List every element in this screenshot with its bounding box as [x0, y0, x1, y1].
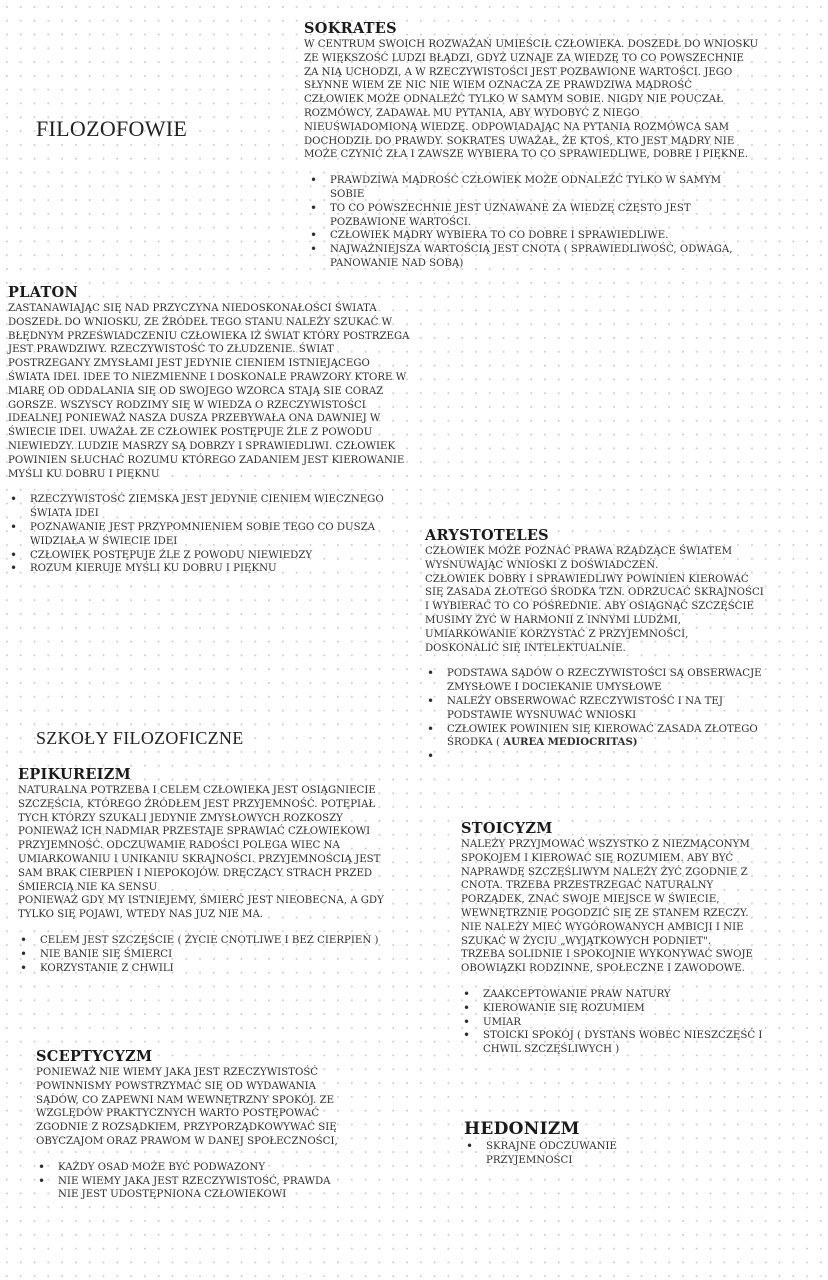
platon-section	[8, 284, 458, 576]
list-item: • NAJWAŻNIEJSZA WARTOŚCIĄ JEST CNOTA ( SPRAWIEDLIWOŚĆ, ODWAGA, PANOWANIE NAD SOBĄ)	[308, 243, 804, 271]
list-item: • ZAAKCEPTOWANIE PRAW NATURY	[461, 988, 801, 1002]
epikureizm-bullets	[18, 934, 428, 975]
arystoteles-text: CZŁOWIEK MOŻE POZNAĆ PRAWA RZĄDZĄCE ŚWIATEM WYSNUWAJĄC WNIOSKI Z DOŚWIADCZEŃ. CZŁOWIEK DOBRY I SPRAWIEDLIWY POWINIEN KIEROWAĆ SIĘ ZASADA ZŁOTEGO ŚRODKA TZN. ODRZUCAĆ SKRAJNOŚCI I WYBIERAĆ TO CO POŚREDNIE. ABY OSIĄGNĄĆ SZCZĘŚCIE MUSIMY ŻYĆ W HARMONII Z INNYMI LUDŹMI, UMIARKOWANIE KORZYSTAĆ Z PRZYJEMNOŚCI, DOSKONALIĆ SIĘ INTELEKTUALNIE.	[425, 546, 764, 654]
list-item: • NIE BANIE SIĘ ŚMIERCI	[18, 948, 428, 962]
sceptycyzm-heading: SCEPTYCYZM	[36, 1048, 153, 1065]
list-item: • RZECZYWISTOŚĆ ZIEMSKA JEST JEDYNIE CIENIEM WIECZNEGO ŚWIATA IDEI	[8, 493, 458, 521]
arystoteles-section	[425, 527, 820, 750]
list-item: • UMIAR	[461, 1016, 801, 1030]
sokrates-section	[304, 20, 804, 271]
list-item: • KAŻDY OSAD MOŻE BYĆ PODWAZONY	[36, 1161, 396, 1175]
list-item	[425, 723, 820, 751]
stoicyzm-heading: STOICYZM	[461, 820, 553, 837]
stoicyzm-text: NALEŻY PRZYJMOWAĆ WSZYSTKO Z NIEZMĄCONYM SPOKOJEM I KIEROWAĆ SIĘ ROZUMIEM. ABY BYĆ NAPRAWDĘ SZCZĘŚLIWYM NALEŻY ŻYĆ ZGODNIE Z CNOTA. TRZEBA PRZESTRZEGAĆ NATURALNY PORZĄDEK, ZNAĆ SWOJE MIEJSCE W ŚWIECIE, WEWNĘTRZNIE POGODZIĆ SIĘ ZE STANEM RZECZY. NIE NALEŻY MIEĆ WYGÓROWANYCH AMBICJI I NIE SZUKAĆ W ŻYCIU „WYJĄTKOWYCH PODNIET". TRZEBA SOLIDNIE I SPOKOJNIE WYKONYWAĆ SWOJE OBOWIĄZKI RODZINNE, SPOŁECZNE I ZAWODOWE.	[461, 839, 753, 975]
list-item: • CZŁOWIEK POSTĘPUJE ŹLE Z POWODU NIEWIEDZY	[8, 549, 458, 563]
platon-text: ZASTANAWIAJĄC SIĘ NAD PRZYCZYNA NIEDOSKONAŁOŚCI ŚWIATA DOSZEDŁ DO WNIOSKU, ZE ŹRÓDEŁ TEGO STANU NALEŻY SZUKAĆ W BŁĘDNYM PRZEŚWIADCZENIU CZŁOWIEKA IŻ ŚWIAT KTÓRY POSTRZEGA JEST PRAWDZIWY. RZECZYWISTOŚĆ TO ZŁUDZENIE. ŚWIAT POSTRZEGANY ZMYSŁAMI JEST JEDYNIE CIENIEM ISTNIEJĄCEGO ŚWIATA IDEI. IDEE TO NIEZMIENNE I DOSKONALE PRAWZORY KTORE W MIARĘ OD ODDALANIA SIĘ OD SWOJEGO WZORCA STAJĄ SIE CORAZ GORSZE. WSZYSCY RODZIMY SIĘ W WIEDZA O RZECZYWISTOŚCI IDEALNEJ PONIEWAŻ NASZA DUSZA PRZEBYWAŁA ONA DAWNIEJ W ŚWIECIE IDEI. UWAŻAŁ ZE CZŁOWIEK POSTĘPUJE ŹLE Z POWODU NIEWIEDZY. LUDZIE MASRZY SĄ DOBRZY I SPRAWIEDLIWI. CZŁOWIEK POWINIEN SŁUCHAĆ ROZUMU KTÓREGO ZADANIEM JEST KIEROWANIE MYŚLI KU DOBRU I PIĘKNU	[8, 303, 410, 480]
list-item: • STOICKI SPOKÓJ ( DYSTANS WOBEC NIESZCZĘŚĆ I CHWIL SZCZĘŚLIWYCH )	[461, 1029, 801, 1057]
epikureizm-section	[18, 766, 428, 975]
platon-heading: PLATON	[8, 284, 79, 301]
list-item: • NIE WIEMY JAKA JEST RZECZYWISTOŚĆ, PRAWDA NIE JEST UDOSTĘPNIONA CZŁOWIEKOWI	[36, 1175, 396, 1203]
list-item: • PRAWDZIWA MĄDROŚĆ CZŁOWIEK MOŻE ODNALEŹĆ TYLKO W SAMYM SOBIE	[308, 174, 804, 202]
epikureizm-text: NATURALNA POTRZEBA I CELEM CZŁOWIEKA JEST OSIĄGNIECIE SZCZĘŚCIA, KTÓREGO ŹRÓDŁEM JEST PRZYJEMNOŚĆ. POTĘPIAŁ TYCH KTÓRZY SZUKALI JEDYNIE ZMYSŁOWYCH ROZKOSZY PONIEWAŻ ICH NADMIAR PRZESTAJE SPRAWIAĆ CZŁOWIEKOWI PRZYJEMNOŚĆ. ODCZUWAMIE RADOŚCI POLEGA WIEC NA UMIARKOWANIU I UNIKANIU SKRAJNOŚCI. PRZYJEMNOŚCIĄ JEST SAM BRAK CIERPIEŃ I NIEPOKOJÓW. DRĘCZĄCY STRACH PRZED ŚMIERCIĄ NIE KA SENSU PONIEWAŻ GDY MY ISTNIEJEMY, ŚMIERĆ JEST NIEOBECNA, A GDY TYLKO SIĘ POJAWI, WTEDY NAS JUZ NIE MA.	[18, 785, 384, 921]
list-item: • ROZUM KIERUJE MYŚLI KU DOBRU I PIĘKNU	[8, 562, 458, 576]
sceptycyzm-section	[36, 1048, 396, 1202]
hedonizm-bullets	[464, 1140, 724, 1168]
list-item: • KIEROWANIE SIĘ ROZUMIEM	[461, 1002, 801, 1016]
sokrates-bullets	[308, 174, 804, 271]
stoicyzm-bullets	[461, 988, 801, 1057]
arystoteles-heading: ARYSTOTELES	[425, 527, 549, 544]
sceptycyzm-bullets	[36, 1161, 396, 1202]
list-item: • PODSTAWA SĄDÓW O RZECZYWISTOŚCI SĄ OBSERWACJE ZMYSŁOWE I DOCIEKANIE UMYSŁOWE	[425, 667, 820, 695]
list-item: • POZNAWANIE JEST PRZYPOMNIENIEM SOBIE TEGO CO DUSZA WIDZIAŁA W ŚWIECIE IDEI	[8, 521, 458, 549]
sokrates-text: W CENTRUM SWOICH ROZWAŻAŃ UMIEŚCIŁ CZŁOWIEKA. DOSZEDŁ DO WNIOSKU ZE WIĘKSZOŚĆ LUDZI BŁĄDZI, GDYŻ UZNAJE ZA WIEDZĘ TO CO POWSZECHNIE ZA NIĄ UCHODZI, A W RZECZYWISTOŚCI JEST POZBAWIONE WARTOŚCI. JEGO SŁYNNE WIEM ZE NIC NIE WIEM OZNACZA ZE PRAWDZIWA MĄDROŚĆ CZŁOWIEK MOŻE ODNALEŹĆ TYLKO W SAMYM SOBIE. NIGDY NIE POUCZAŁ ROZMÓWCY, ZADAWAŁ MU PYTANIA, ABY WYDOBYĆ Z NIEGO NIEUŚWIADOMIONĄ WIEDZĘ. ODPOWIADAJĄC NA PYTANIA ROZMÓWCA SAM DOCHODZIŁ DO PRAWDY. SOKRATES UWAŻAŁ, ŻE KTOŚ, KTO JEST MĄDRY NIE MOŻE CZYNIĆ ZŁA I ZAWSZE WYBIERA TO CO SPRAWIEDLIWE, DOBRE I PIĘKNE.	[304, 39, 759, 161]
epikureizm-heading: EPIKUREIZM	[18, 766, 131, 783]
list-item: • TO CO POWSZECHNIE JEST UZNAWANE ZA WIEDZĘ CZĘSTO JEST POZBAWIONE WARTOŚCI.	[308, 202, 804, 230]
aurea-mediocritas: AUREA MEDIOCRITAS)	[503, 736, 638, 749]
bullet-text: CZŁOWIEK POWINIEN SIĘ KIEROWAĆ ZASADA ZŁOTEGO ŚRODKA (	[447, 723, 758, 749]
szkoly-title: SZKOŁY FILOZOFICZNE	[36, 728, 244, 748]
list-item: • NALEŻY OBSERWOWAĆ RZECZYWISTOŚĆ I NA TEJ PODSTAWIE WYSNUWAĆ WNIOSKI	[425, 695, 820, 723]
sokrates-heading: SOKRATES	[304, 20, 397, 37]
platon-bullets	[8, 493, 458, 576]
hedonizm-section	[464, 1120, 724, 1168]
list-item: • KORZYSTANIE Z CHWILI	[18, 962, 428, 976]
sceptycyzm-text: PONIEWAŻ NIE WIEMY JAKA JEST RZECZYWISTOŚĆ POWINNISMY POWSTRZYMAĆ SIĘ OD WYDAWANIA SĄDÓW, CO ZAPEWNI NAM WEWNĘTRZNY SPOKÓJ. ZE WZGLĘDÓW PRAKTYCZNYCH WARTO POSTĘPOWAĆ ZGODNIE Z ROZSĄDKIEM, PRZYPORZĄDKOWYWAĆ SIĘ OBYCZAJOM ORAZ PRAWOM W DANEJ SPOŁECZNOŚCI,	[36, 1067, 338, 1147]
list-item: • SKRAJNE ODCZUWANIE PRZYJEMNOŚCI	[464, 1140, 724, 1168]
stoicyzm-section	[461, 820, 801, 1057]
list-item: • CELEM JEST SZCZĘŚCIE ( ŻYCIE CNOTLIWE I BEZ CIERPIEŃ )	[18, 934, 428, 948]
filozofowie-title: FILOZOFOWIE	[36, 116, 188, 141]
list-item: • CZŁOWIEK MĄDRY WYBIERA TO CO DOBRE I SPRAWIEDLIWE.	[308, 229, 804, 243]
arystoteles-bullets	[425, 667, 820, 750]
hedonizm-heading: HEDONIZM	[464, 1119, 580, 1139]
